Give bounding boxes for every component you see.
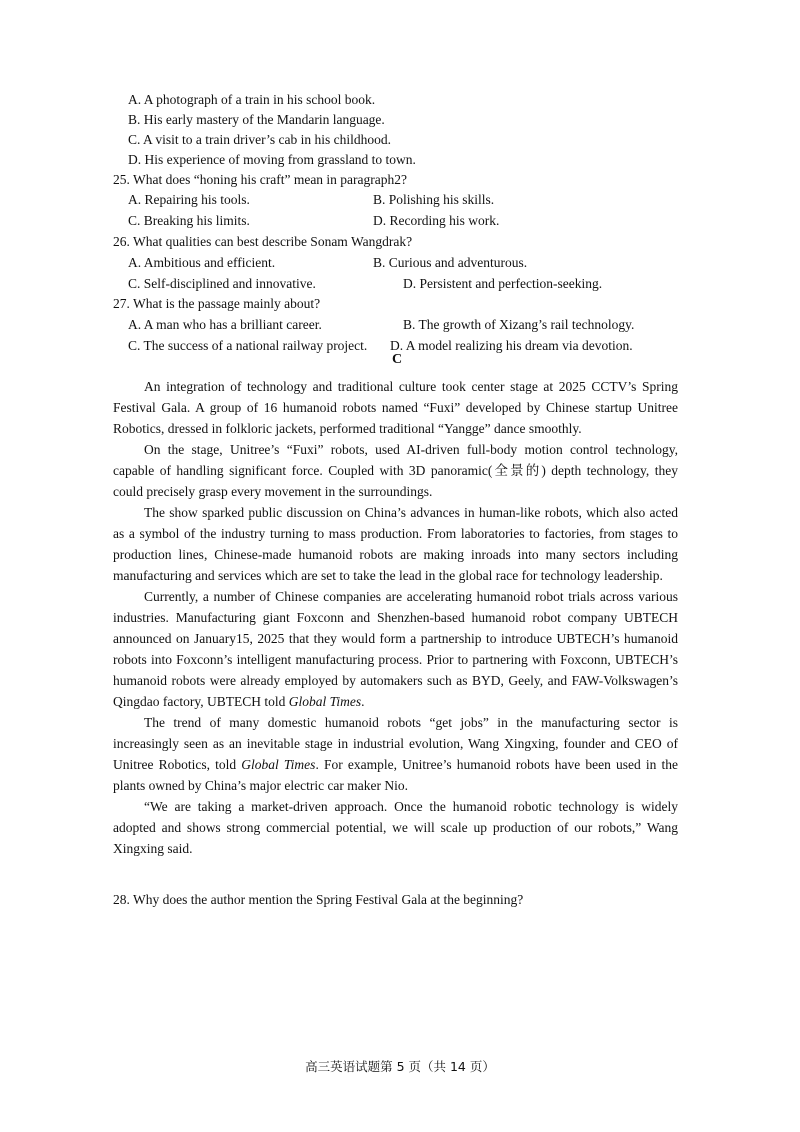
q27-stem: 27. What is the passage mainly about? [113, 296, 321, 311]
q26-option-d: D. Persistent and perfection-seeking. [403, 276, 603, 291]
q25-option-b: B. Polishing his skills. [373, 192, 495, 207]
q26-option-a: A. Ambitious and efficient. [128, 255, 276, 270]
q24-option-d: D. His experience of moving from grassland to town. [128, 152, 416, 167]
q26-option-b: B. Curious and adventurous. [373, 255, 528, 270]
q26-option-c: C. Self-disciplined and innovative. [128, 276, 316, 291]
page-footer: 高三英语试题第 5 页（共 14 页） [305, 1059, 495, 1074]
paragraph-5-text: The trend of many domestic humanoid robots “get jobs” in the manufacturing sector is increasingly seen as an inevitable stage in industrial evolution, Wang Xingxing, founder and CEO of Unitree Robotics, told [113, 715, 678, 772]
q25-stem: 25. What does “honing his craft” mean in paragraph2? [113, 172, 408, 187]
q24-option-b: B. His early mastery of the Mandarin language. [128, 112, 385, 127]
q28-stem: 28. Why does the author mention the Spring Festival Gala at the beginning? [113, 892, 524, 907]
q27-option-b: B. The growth of Xizang’s rail technology. [403, 317, 635, 332]
paragraph-4-source: Global Times [288, 694, 362, 709]
paragraph-5 [113, 712, 678, 796]
q25-option-a: A. Repairing his tools. [128, 192, 250, 207]
paragraph-4 [113, 586, 678, 712]
q25-option-c: C. Breaking his limits. [128, 213, 250, 228]
paragraph-4-end: . [361, 694, 365, 709]
paragraph-5-end: . For example, Unitree’s humanoid robots have been used in the plants owned by China’s major electric car maker Nio. [113, 757, 678, 793]
paragraph-3: The show sparked public discussion on China’s advances in human-like robots, which also acted as a symbol of the industry turning to mass production. From laboratories to factories, from stages to production lines, Chinese-made humanoid robots are making inroads into many sectors including manufacturing and services which are set to take the lead in the global race for technology leadership. [113, 505, 678, 583]
paragraph-1: An integration of technology and traditional culture took center stage at 2025 CCTV’s Spring Festival Gala. A group of 16 humanoid robots named “Fuxi” developed by Chinese startup Unitree Robotics, dressed in folkloric jackets, performed traditional “Yangge” dance smoothly. [113, 379, 678, 436]
q24-option-a: A. A photograph of a train in his school book. [128, 92, 376, 107]
q27-option-d: D. A model realizing his dream via devotion. [390, 338, 633, 353]
q27-option-a: A. A man who has a brilliant career. [128, 317, 322, 332]
q26-stem: 26. What qualities can best describe Sonam Wangdrak? [113, 234, 413, 249]
paragraph-4-text: Currently, a number of Chinese companies are accelerating humanoid robot trials across various industries. Manufacturing giant Foxconn and Shenzhen-based humanoid robot company UBTECH announced on January15, 2025 that they would form a partnership to introduce UBTECH’s humanoid robots into Foxconn’s intelligent manufacturing process. Prior to partnering with Foxconn, UBTECH’s humanoid robots were already employed by automakers such as BYD, Geely, and FAW-Volkswagen’s Qingdao factory, UBTECH told [113, 589, 678, 709]
q25-option-d: D. Recording his work. [373, 213, 500, 228]
section-title: C [392, 352, 403, 367]
q27-option-c: C. The success of a national railway project. [128, 338, 368, 353]
passage [113, 376, 678, 859]
paragraph-6: “We are taking a market-driven approach. Once the humanoid robotic technology is widely adopted and shows strong commercial potential, we will scale up production of our robots,” Wang Xingxing said. [113, 799, 678, 856]
paragraph-2: On the stage, Unitree’s “Fuxi” robots, used AI-driven full-body motion control technology, capable of handling significant force. Coupled with 3D panoramic(全景的) depth technology, they could precisely grasp every movement in the surroundings. [113, 442, 678, 499]
paragraph-5-source: Global Times [241, 757, 316, 772]
q24-option-c: C. A visit to a train driver’s cab in his childhood. [128, 132, 391, 147]
